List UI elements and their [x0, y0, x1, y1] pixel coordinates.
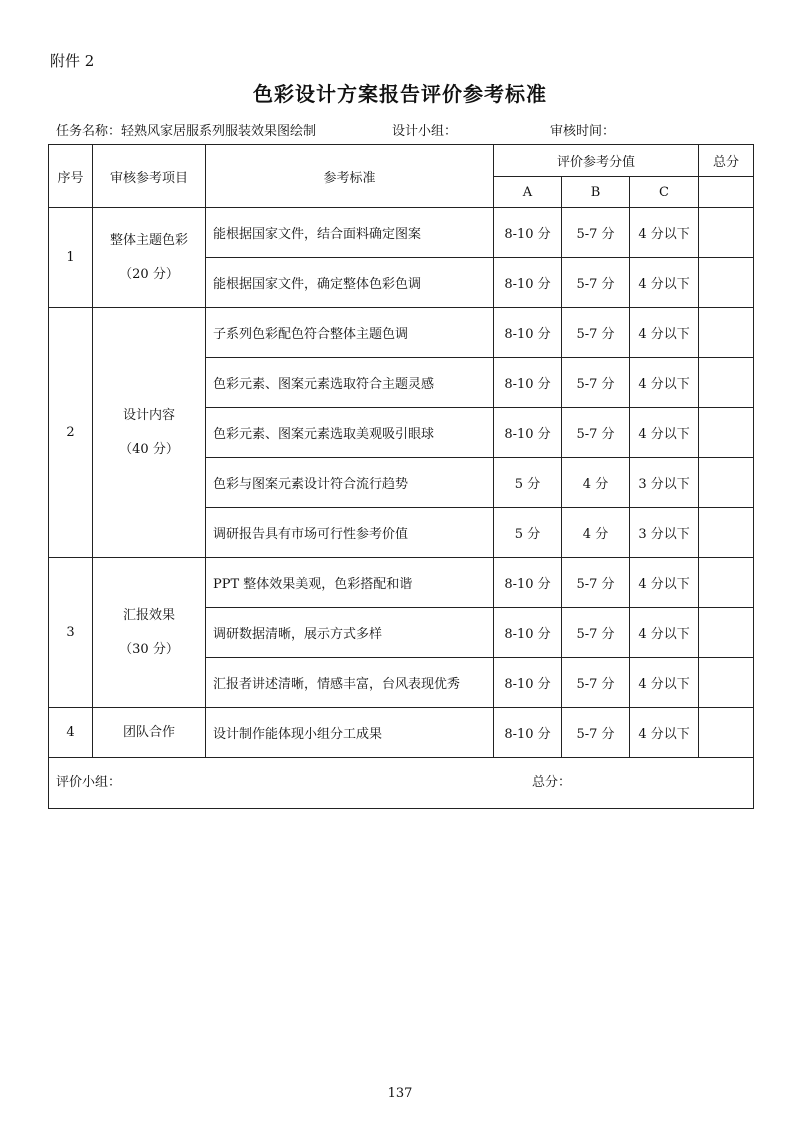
grade-c-cell: 4 分以下	[630, 258, 699, 308]
review-time: 审核时间：	[550, 124, 616, 139]
grade-b-cell: 4 分	[562, 508, 630, 558]
grade-c-cell: 4 分以下	[630, 408, 699, 458]
standard-cell: 调研报告具有市场可行性参考价值	[206, 508, 494, 558]
header-total: 总分	[699, 145, 754, 177]
seq-cell: 2	[49, 308, 93, 558]
item-cell	[93, 558, 206, 708]
grade-c-cell: 3 分以下	[630, 458, 699, 508]
grade-a-cell: 8-10 分	[494, 358, 562, 408]
grade-a-cell: 8-10 分	[494, 308, 562, 358]
grade-c-cell: 4 分以下	[630, 608, 699, 658]
item-cell	[93, 708, 206, 758]
total-input-cell[interactable]	[699, 608, 754, 658]
header-grade-b: B	[562, 177, 630, 208]
criteria-row	[49, 708, 754, 758]
grade-b-cell: 5-7 分	[562, 608, 630, 658]
header-item: 审核参考项目	[93, 145, 206, 208]
header-standard: 参考标准	[206, 145, 494, 208]
grade-a-cell: 8-10 分	[494, 708, 562, 758]
grade-c-cell: 3 分以下	[630, 508, 699, 558]
design-group: 设计小组：	[392, 124, 458, 139]
total-input-cell[interactable]	[699, 658, 754, 708]
header-row	[49, 145, 754, 177]
grade-a-cell: 8-10 分	[494, 258, 562, 308]
header-grade-c: C	[630, 177, 699, 208]
task-name: 任务名称：轻熟风家居服系列服装效果图绘制	[56, 124, 317, 139]
footer-total-label: 总分：	[532, 775, 572, 790]
grade-a-cell: 8-10 分	[494, 658, 562, 708]
criteria-row	[49, 558, 754, 608]
criteria-row	[49, 308, 754, 358]
total-input-cell[interactable]	[699, 208, 754, 258]
attachment-label: 附件 2	[50, 52, 95, 70]
total-input-cell[interactable]	[699, 358, 754, 408]
grade-a-cell: 5 分	[494, 508, 562, 558]
standard-cell: 设计制作能体现小组分工成果	[206, 708, 494, 758]
standard-cell: 色彩与图案元素设计符合流行趋势	[206, 458, 494, 508]
total-input-cell[interactable]	[699, 558, 754, 608]
grade-a-cell: 8-10 分	[494, 558, 562, 608]
grade-b-cell: 4 分	[562, 458, 630, 508]
grade-a-cell: 8-10 分	[494, 608, 562, 658]
seq-cell: 1	[49, 208, 93, 308]
item-points: （40 分）	[119, 441, 179, 457]
grade-c-cell: 4 分以下	[630, 358, 699, 408]
grade-b-cell: 5-7 分	[562, 658, 630, 708]
grade-a-cell: 8-10 分	[494, 408, 562, 458]
grade-b-cell: 5-7 分	[562, 408, 630, 458]
total-input-cell[interactable]	[699, 508, 754, 558]
footer-cell[interactable]	[49, 758, 754, 809]
grade-b-cell: 5-7 分	[562, 358, 630, 408]
total-input-cell[interactable]	[699, 708, 754, 758]
evaluation-table	[48, 144, 754, 809]
standard-cell: 汇报者讲述清晰，情感丰富，台风表现优秀	[206, 658, 494, 708]
total-input-cell[interactable]	[699, 458, 754, 508]
grade-b-cell: 5-7 分	[562, 208, 630, 258]
grade-b-cell: 5-7 分	[562, 708, 630, 758]
grade-b-cell: 5-7 分	[562, 308, 630, 358]
seq-cell: 3	[49, 558, 93, 708]
total-input-cell[interactable]	[699, 258, 754, 308]
header-score-group: 评价参考分值	[494, 145, 699, 177]
standard-cell: PPT 整体效果美观，色彩搭配和谐	[206, 558, 494, 608]
seq-cell: 4	[49, 708, 93, 758]
item-name: 汇报效果	[122, 607, 175, 623]
grade-b-cell: 5-7 分	[562, 258, 630, 308]
grade-c-cell: 4 分以下	[630, 208, 699, 258]
item-points: （30 分）	[119, 641, 179, 657]
header-total-blank	[699, 177, 754, 208]
standard-cell: 子系列色彩配色符合整体主题色调	[206, 308, 494, 358]
grade-c-cell: 4 分以下	[630, 708, 699, 758]
document-title: 色彩设计方案报告评价参考标准	[253, 82, 547, 106]
standard-cell: 色彩元素、图案元素选取美观吸引眼球	[206, 408, 494, 458]
item-name: 设计内容	[122, 407, 175, 423]
item-points: （20 分）	[119, 266, 179, 282]
standard-cell: 色彩元素、图案元素选取符合主题灵感	[206, 358, 494, 408]
eval-group-label: 评价小组：	[56, 775, 122, 790]
item-cell	[93, 308, 206, 558]
criteria-row	[49, 208, 754, 258]
header-grade-a: A	[494, 177, 562, 208]
total-input-cell[interactable]	[699, 408, 754, 458]
item-name: 整体主题色彩	[109, 232, 188, 248]
header-seq: 序号	[49, 145, 93, 208]
standard-cell: 能根据国家文件，确定整体色彩色调	[206, 258, 494, 308]
standard-cell: 调研数据清晰，展示方式多样	[206, 608, 494, 658]
grade-c-cell: 4 分以下	[630, 558, 699, 608]
page-number: 137	[387, 1086, 413, 1101]
standard-cell: 能根据国家文件，结合面料确定图案	[206, 208, 494, 258]
item-name: 团队合作	[122, 724, 175, 740]
grade-b-cell: 5-7 分	[562, 558, 630, 608]
grade-a-cell: 8-10 分	[494, 208, 562, 258]
item-cell	[93, 208, 206, 308]
grade-a-cell: 5 分	[494, 458, 562, 508]
total-input-cell[interactable]	[699, 308, 754, 358]
grade-c-cell: 4 分以下	[630, 658, 699, 708]
footer-row	[49, 758, 754, 809]
grade-c-cell: 4 分以下	[630, 308, 699, 358]
